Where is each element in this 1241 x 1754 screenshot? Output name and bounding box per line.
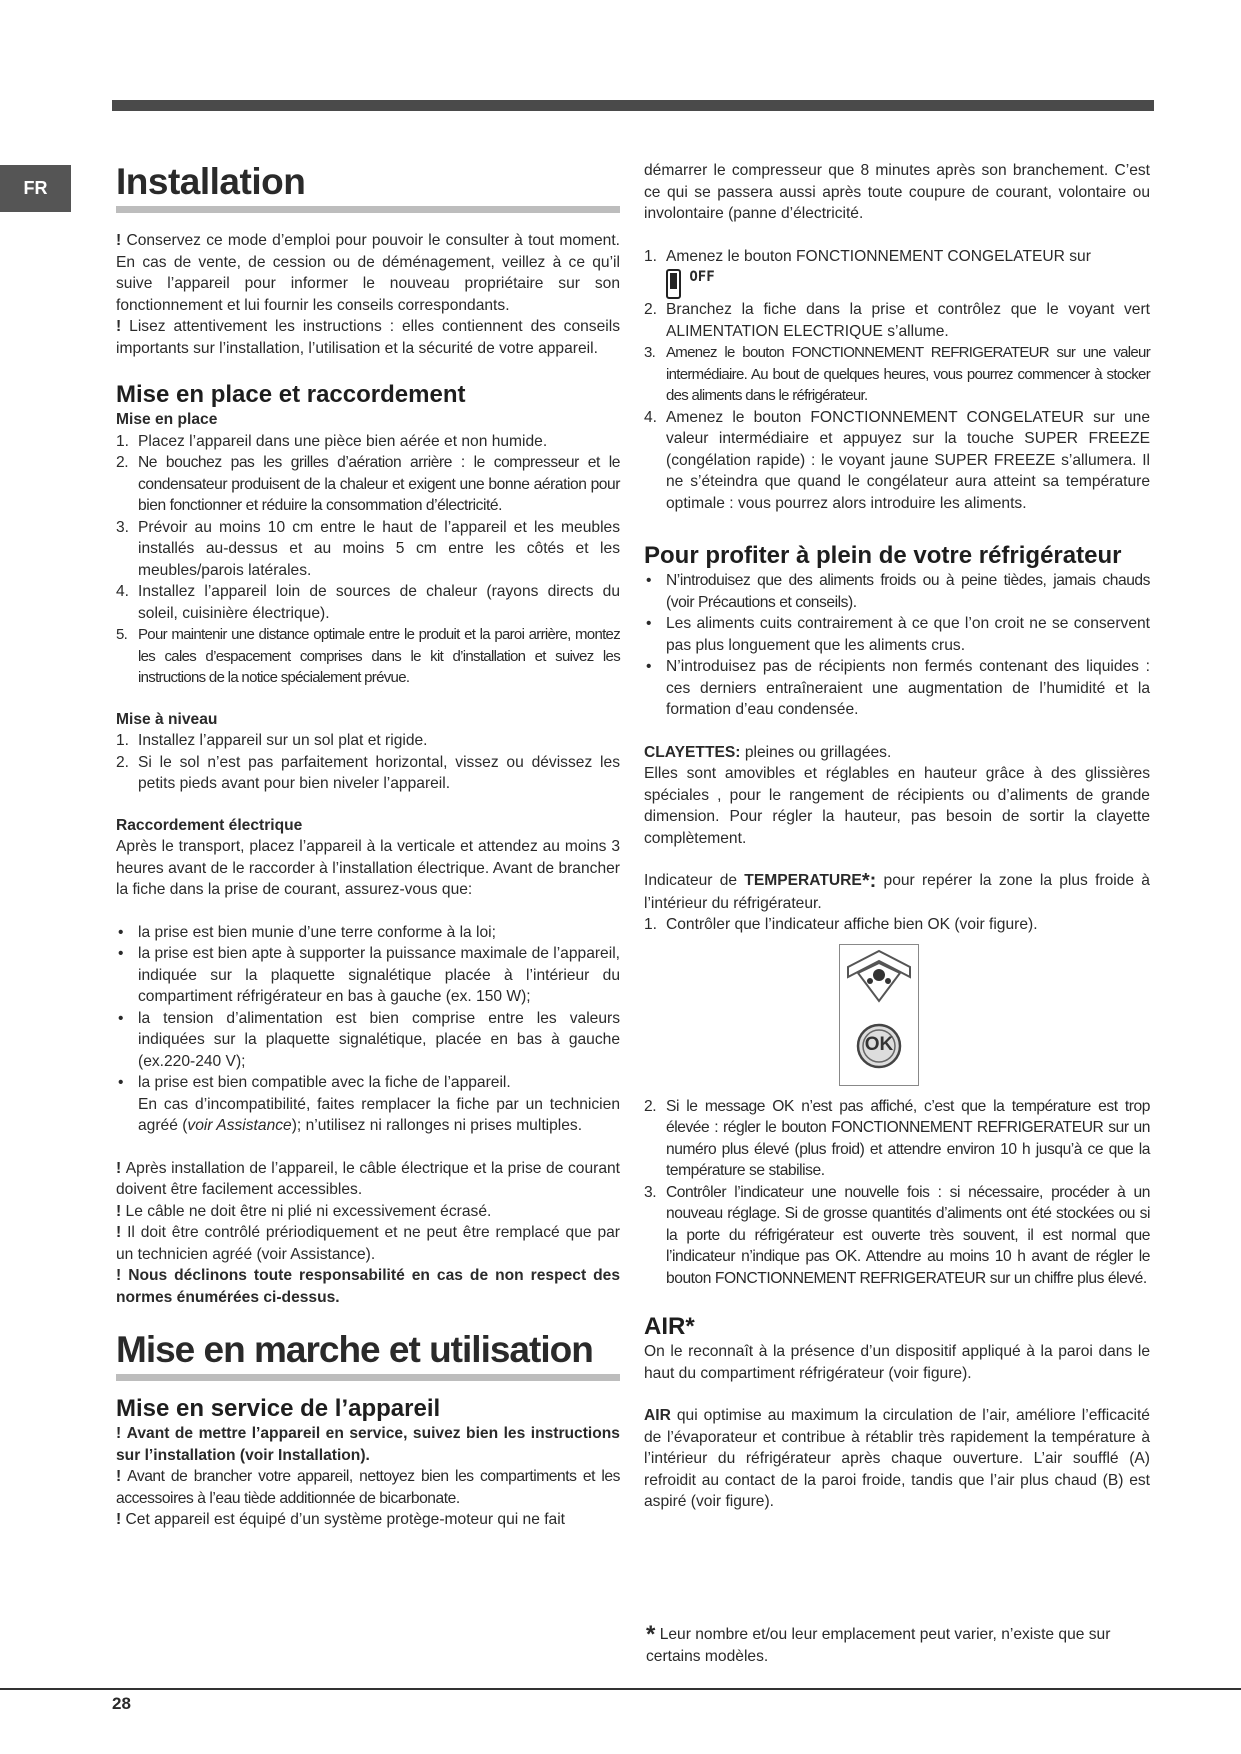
mise-en-marche-title: Mise en marche et utilisation <box>116 1328 620 1381</box>
profiter-bullets <box>644 570 1150 721</box>
right-column <box>644 160 1150 1513</box>
clayettes-line: CLAYETTES: pleines ou grillagées. <box>644 743 892 761</box>
raccordement-title: Raccordement électrique <box>116 816 303 834</box>
off-knob-icon <box>666 269 681 299</box>
mise-en-place-list <box>116 431 620 689</box>
list-item: • N’introduisez que des aliments froids ou à peine tièdes, jamais chauds (voir Précautions et conseils). <box>644 570 1150 613</box>
list-item: 3. Contrôler l’indicateur une nouvelle fois : si nécessaire, procéder à un nouveau réglage. Si de grosse quantités d’aliments ont été stockées ou si la porte du réfrigérateur est ouverte très souvent, il est normal que l’indicateur n’indique pas OK. Attendre au moins 10 h avant de régler le bouton FONCTIONNEMENT REFRIGERATEUR sur un chiffre plus élevé. <box>644 1183 1150 1287</box>
service-warning-1: ! Avant de mettre l’appareil en service, suivez bien les instructions sur l’installation (voir Installation). <box>116 1425 620 1464</box>
startup-steps <box>644 246 1150 515</box>
indicateur-text: Indicateur de TEMPERATURE*: pour repérer la zone la plus froide à l’intérieur du réfrigérateur. <box>644 870 1150 912</box>
list-item: 2. Si le sol n’est pas parfaitement horizontal, vissez ou dévissez les petits pieds avant pour bien niveler l’appareil. <box>116 753 620 792</box>
warning-4: ! Nous déclinons toute responsabilité en cas de non respect des normes énumérées ci-dessus. <box>116 1267 620 1306</box>
language-tab: FR <box>0 165 71 212</box>
list-item: • la prise est bien munie d’une terre conforme à la loi; <box>116 922 620 944</box>
clayettes-text: Elles sont amovibles et réglables en hauteur grâce à des glissières spéciales , pour le rangement de récipients ou d’aliments de grande dimension. Pour régler la hauteur, pas besoin de sortir la clayette complètement. <box>644 765 1150 847</box>
list-item: 5. Pour maintenir une distance optimale entre le produit et la paroi arrière, montez les cales d’espacement comprises dans le kit d’installation et suivez les instructions de la notice spécialement prévue. <box>116 626 620 686</box>
mise-en-service-title: Mise en service de l’appareil <box>116 1395 441 1422</box>
temperature-indicator-icon <box>840 945 918 1085</box>
intro-paragraph-1: ! Conservez ce mode d’emploi pour pouvoir le consulter à tout moment. En cas de vente, de cession ou de déménagement, veillez à ce qu’il suive l’appareil pour informer le nouveau propriétaire sur son fonctionnement et lui fournir les conseils correspondants. <box>116 232 620 314</box>
list-item: • N’introduisez pas de récipients non fermés contenant des liquides : ces derniers entraîneraient une augmentation de l’humidité et la formation d’eau condensée. <box>644 656 1150 721</box>
raccordement-bullets <box>116 922 620 1137</box>
profiter-title: Pour profiter à plein de votre réfrigérateur <box>644 542 1122 569</box>
bottom-rule <box>0 1688 1241 1690</box>
air-text-2: AIR qui optimise au maximum la circulation de l’air, améliore l’efficacité de l’évaporateur et contribue à rétablir très rapidement la température à l’intérieur du réfrigérateur après chaque ouverture. L’air soufflé (A) refroidit au contact de la paroi froide, tandis que l’air plus chaud (B) est aspiré (voir figure). <box>644 1407 1150 1510</box>
mise-en-place-subtitle: Mise en place <box>116 411 218 428</box>
warning-1: ! Après installation de l’appareil, le câble électrique et la prise de courant doivent être facilement accessibles. <box>116 1159 620 1198</box>
page-number: 28 <box>112 1694 131 1713</box>
service-warning-2: ! Avant de brancher votre appareil, nettoyez bien les compartiments et les accessoires à l’eau tiède additionnée de bicarbonate. <box>116 1468 620 1507</box>
mise-a-niveau-list <box>116 730 620 795</box>
list-item: 4. Installez l’appareil loin de sources de chaleur (rayons directs du soleil, cuisinière électrique). <box>116 583 620 622</box>
temperature-indicator-figure <box>839 944 919 1086</box>
warning-2: ! Le câble ne doit être ni plié ni excessivement écrasé. <box>116 1202 492 1220</box>
list-item: 2. Si le message OK n’est pas affiché, c’est que la température est trop élevée : régler le bouton FONCTIONNEMENT REFRIGERATEUR sur un numéro plus élevé (plus froid) et attendre environ 10 h jusqu’à ce que la température se stabilise. <box>644 1097 1150 1179</box>
air-title: AIR* <box>644 1313 695 1340</box>
footnote: * Leur nombre et/ou leur emplacement peut varier, n’existe que sur certains modèles. <box>646 1621 1111 1665</box>
list-item: • la prise est bien apte à supporter la puissance maximale de l’appareil, indiquée sur la plaquette signalétique placée à l’intérieur du compartiment réfrigérateur en bas à gauche (ex. 150 W); <box>116 943 620 1008</box>
service-warning-3: ! Cet appareil est équipé d’un système protège-moteur qui ne fait <box>116 1511 566 1528</box>
list-item: 2. Ne bouchez pas les grilles d’aération arrière : le compresseur et le condensateur produisent de la chaleur et exigent une bonne aération pour bien fonctionner et réduire la consommation d’électricité. <box>116 454 620 514</box>
continued-text: démarrer le compresseur que 8 minutes après son branchement. C’est ce qui se passera aussi après toute coupure de courant, volontaire ou involontaire (panne d’électricité. <box>644 162 1150 222</box>
list-item: 3. Amenez le bouton FONCTIONNEMENT REFRIGERATEUR sur une valeur intermédiaire. Au bout de quelques heures, vous pourrez commencer à stocker des aliments dans le réfrigérateur. <box>644 344 1150 404</box>
left-column <box>116 160 620 1531</box>
air-text-1: On le reconnaît à la présence d’un dispositif appliqué à la paroi dans le haut du compartiment réfrigérateur (voir figure). <box>644 1343 1150 1382</box>
indicateur-steps <box>644 1096 1150 1290</box>
list-item: 2. Branchez la fiche dans la prise et contrôlez que le voyant vert ALIMENTATION ELECTRIQUE s’allume. <box>644 301 1150 340</box>
list-item: 1. Placez l’appareil dans une pièce bien aérée et non humide. <box>116 432 548 450</box>
mise-a-niveau-title: Mise à niveau <box>116 710 218 728</box>
off-label: OFF <box>689 269 715 285</box>
list-item: • la prise est bien compatible avec la fiche de l’appareil. En cas d’incompatibilité, faites remplacer la fiche par un technicien agréé (voir Assistance); n’utilisez ni rallonges ni prises multiples. <box>116 1072 620 1137</box>
list-item: 1. Amenez le bouton FONCTIONNEMENT CONGELATEUR sur OFF <box>644 246 1150 300</box>
top-rule <box>112 100 1154 111</box>
indicateur-step-1 <box>644 914 1150 936</box>
intro-paragraph-2: ! Lisez attentivement les instructions : elles contiennent des conseils importants sur l’installation, l’utilisation et la sécurité de votre appareil. <box>116 318 620 357</box>
list-item: 4. Amenez le bouton FONCTIONNEMENT CONGELATEUR sur une valeur intermédiaire et appuyez sur la touche SUPER FREEZE (congélation rapide) : le voyant jaune SUPER FREEZE s’allumera. Il ne s’éteindra que quand le congélateur aura atteint sa température optimale : vous pourrez alors introduire les aliments. <box>644 408 1150 512</box>
installation-title: Installation <box>116 160 620 213</box>
mise-en-place-title: Mise en place et raccordement <box>116 381 466 408</box>
list-item: 3. Prévoir au moins 10 cm entre le haut de l’appareil et les meubles installés au-dessus et au moins 5 cm entre les côtés et les meubles/parois latérales. <box>116 518 620 579</box>
ok-label: OK <box>864 1033 894 1055</box>
list-item: 1. Installez l’appareil sur un sol plat et rigide. <box>116 732 428 749</box>
list-item: 1. Contrôler que l’indicateur affiche bien OK (voir figure). <box>644 916 1038 933</box>
warning-3: ! Il doit être contrôlé prériodiquement et ne peut être remplacé que par un technicien agréé (voir Assistance). <box>116 1224 620 1263</box>
list-item: • la tension d’alimentation est bien comprise entre les valeurs indiquées sur la plaquette signalétique, placée en bas à gauche (ex.220-240 V); <box>116 1008 620 1073</box>
list-item: • Les aliments cuits contrairement à ce que l’on croit ne se conservent pas plus longuement que les aliments crus. <box>644 613 1150 656</box>
raccordement-text: Après le transport, placez l’appareil à la verticale et attendez au moins 3 heures avant de le raccorder à l’installation électrique. Avant de brancher la fiche dans la prise de courant, assurez-vous que: <box>116 838 620 898</box>
